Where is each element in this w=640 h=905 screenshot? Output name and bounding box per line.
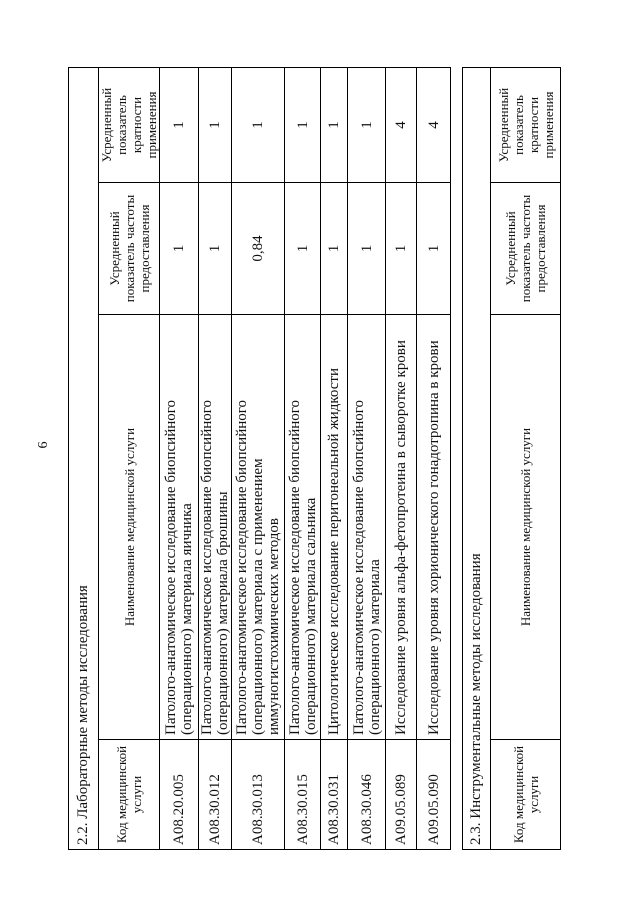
instrumental-methods-table <box>462 67 561 850</box>
table-row <box>417 68 451 850</box>
multiplicity-value: 1 <box>285 68 321 183</box>
multiplicity-value: 4 <box>417 68 451 183</box>
table-row <box>232 68 285 850</box>
multiplicity-value: 1 <box>321 68 348 183</box>
page-number: 6 <box>36 441 51 449</box>
table-row <box>386 68 417 850</box>
multiplicity-value: 1 <box>232 68 285 183</box>
frequency-value: 0,84 <box>232 183 285 315</box>
service-code: A08.30.046 <box>348 740 386 850</box>
service-name: Патолого-анатомическое исследование биопсийного (операционного) материала яичника <box>160 315 199 740</box>
header-multiplicity: Усредненный показатель кратности применения <box>99 68 160 183</box>
service-code: A08.30.031 <box>321 740 348 850</box>
section-title-row <box>463 67 491 849</box>
header-frequency: Усредненный показатель частоты предоставления <box>491 183 561 315</box>
frequency-value: 1 <box>348 183 386 315</box>
table-row <box>160 68 199 850</box>
header-frequency: Усредненный показатель частоты предоставления <box>99 183 160 315</box>
table-row <box>199 68 232 850</box>
service-name: Патолого-анатомическое исследование биопсийного (операционного) материала сальника <box>285 315 321 740</box>
header-code: Код медицинской услуги <box>491 740 561 850</box>
table-row <box>348 68 386 850</box>
section-title: 2.2. Лабораторные методы исследования <box>69 68 99 850</box>
header-multiplicity: Усредненный показатель кратности применения <box>491 67 561 182</box>
service-code: A08.30.013 <box>232 740 285 850</box>
frequency-value: 1 <box>160 183 199 315</box>
frequency-value: 1 <box>199 183 232 315</box>
service-name: Исследование уровня хорионического гонадотропина в крови <box>417 315 451 740</box>
multiplicity-value: 1 <box>199 68 232 183</box>
service-code: A08.30.015 <box>285 740 321 850</box>
service-name: Исследование уровня альфа-фетопротеина в сыворотке крови <box>386 315 417 740</box>
service-code: A09.05.090 <box>417 740 451 850</box>
frequency-value: 1 <box>417 183 451 315</box>
service-name: Патолого-анатомическое исследование биопсийного (операционного) материала с применением иммуногистохимических методов <box>232 315 285 740</box>
frequency-value: 1 <box>285 183 321 315</box>
multiplicity-value: 4 <box>386 68 417 183</box>
multiplicity-value: 1 <box>160 68 199 183</box>
table-row <box>321 68 348 850</box>
laboratory-methods-table <box>68 67 451 850</box>
section-title-row <box>69 68 99 850</box>
service-name: Цитологическое исследование перитонеальной жидкости <box>321 315 348 740</box>
service-name: Патолого-анатомическое исследование биопсийного (операционного) материала <box>348 315 386 740</box>
table-header-row <box>99 68 160 850</box>
table-row <box>285 68 321 850</box>
service-code: A08.30.012 <box>199 740 232 850</box>
service-name: Патолого-анатомическое исследование биопсийного (операционного) материала брюшины <box>199 315 232 740</box>
service-code: A09.05.089 <box>386 740 417 850</box>
header-code: Код медицинской услуги <box>99 740 160 850</box>
table-header-row <box>491 67 561 849</box>
service-code: A08.20.005 <box>160 740 199 850</box>
header-name: Наименование медицинской услуги <box>491 315 561 740</box>
header-name: Наименование медицинской услуги <box>99 315 160 740</box>
frequency-value: 1 <box>386 183 417 315</box>
frequency-value: 1 <box>321 183 348 315</box>
multiplicity-value: 1 <box>348 68 386 183</box>
section-title: 2.3. Инструментальные методы исследования <box>463 67 491 849</box>
